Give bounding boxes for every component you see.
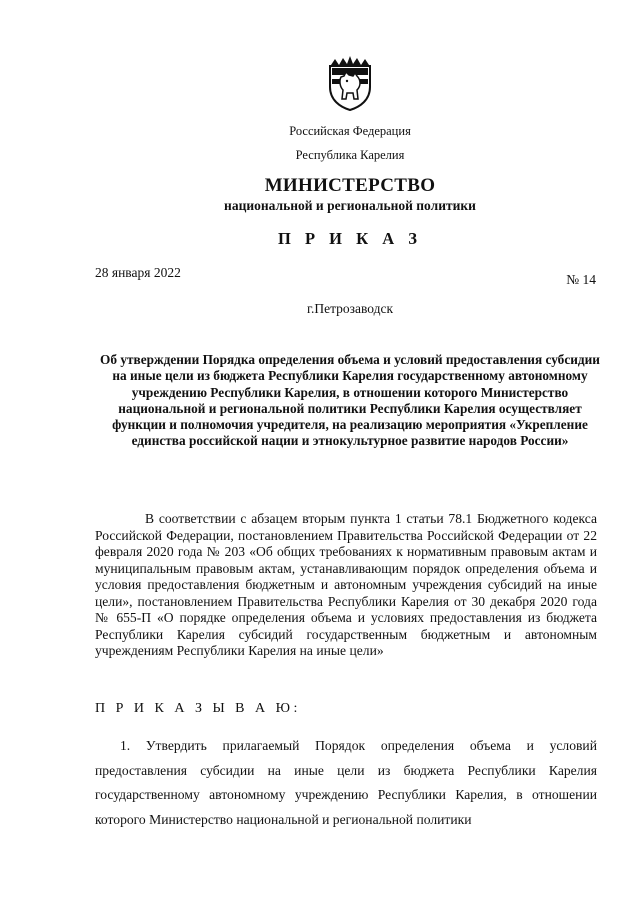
ministry-subtitle: национальной и региональной политики xyxy=(224,198,476,213)
karelia-coat-of-arms-icon xyxy=(327,55,373,111)
order-number: № 14 xyxy=(566,272,596,287)
ministry-title: МИНИСТЕРСТВО xyxy=(264,175,436,196)
preamble-paragraph: В соответствии с абзацем вторым пункта 1 статьи 78.1 Бюджетного кодекса Российской Федерации, постановлением Правительства Российской Федерации от 22 февраля 2020 года № 203 «Об общих требованиях к нормативным правовым актам и муниципальным правовым актам, устанавливающим порядок определения объема и условия предоставления бюджетным и автономным учреждения субсидий на иные цели», постановлением Правительства Республики Карелия от 30 декабря 2020 года № 655-П «О порядке определения объема и условиях предоставления из бюджета Республики Карелия субсидий государственным бюджетным и автономным учреждениям Республики Карелия на иные цели» xyxy=(95,511,597,658)
republic-name: Республика Карелия xyxy=(295,148,405,162)
order-date: 28 января 2022 xyxy=(95,265,181,280)
item-1-paragraph: 1. Утвердить прилагаемый Порядок определения объема и условий предоставления субсидии на иные цели из бюджета Республики Карелия государственному автономному учреждению Республики Карелия, в отношении которого Министерство национальной и региональной политики xyxy=(95,738,597,827)
prikazyvayu-heading: П Р И К А З Ы В А Ю: xyxy=(95,701,301,716)
order-title: Об утверждении Порядка определения объема и условий предоставления субсидии на иные цели из бюджета Республики Карелия государственному автономному учреждению Республики Карелия, в отношении которого Министерство национальной и региональной политики Республики Карелия осуществляет функции и полномочия учредителя, на реализацию мероприятия «Укрепление единства российской нации и этнокультурное развитие народов России» xyxy=(100,352,600,449)
country-name: Российская Федерация xyxy=(289,124,411,138)
order-heading: П Р И К А З xyxy=(278,229,422,248)
order-city: г.Петрозаводск xyxy=(306,301,394,316)
